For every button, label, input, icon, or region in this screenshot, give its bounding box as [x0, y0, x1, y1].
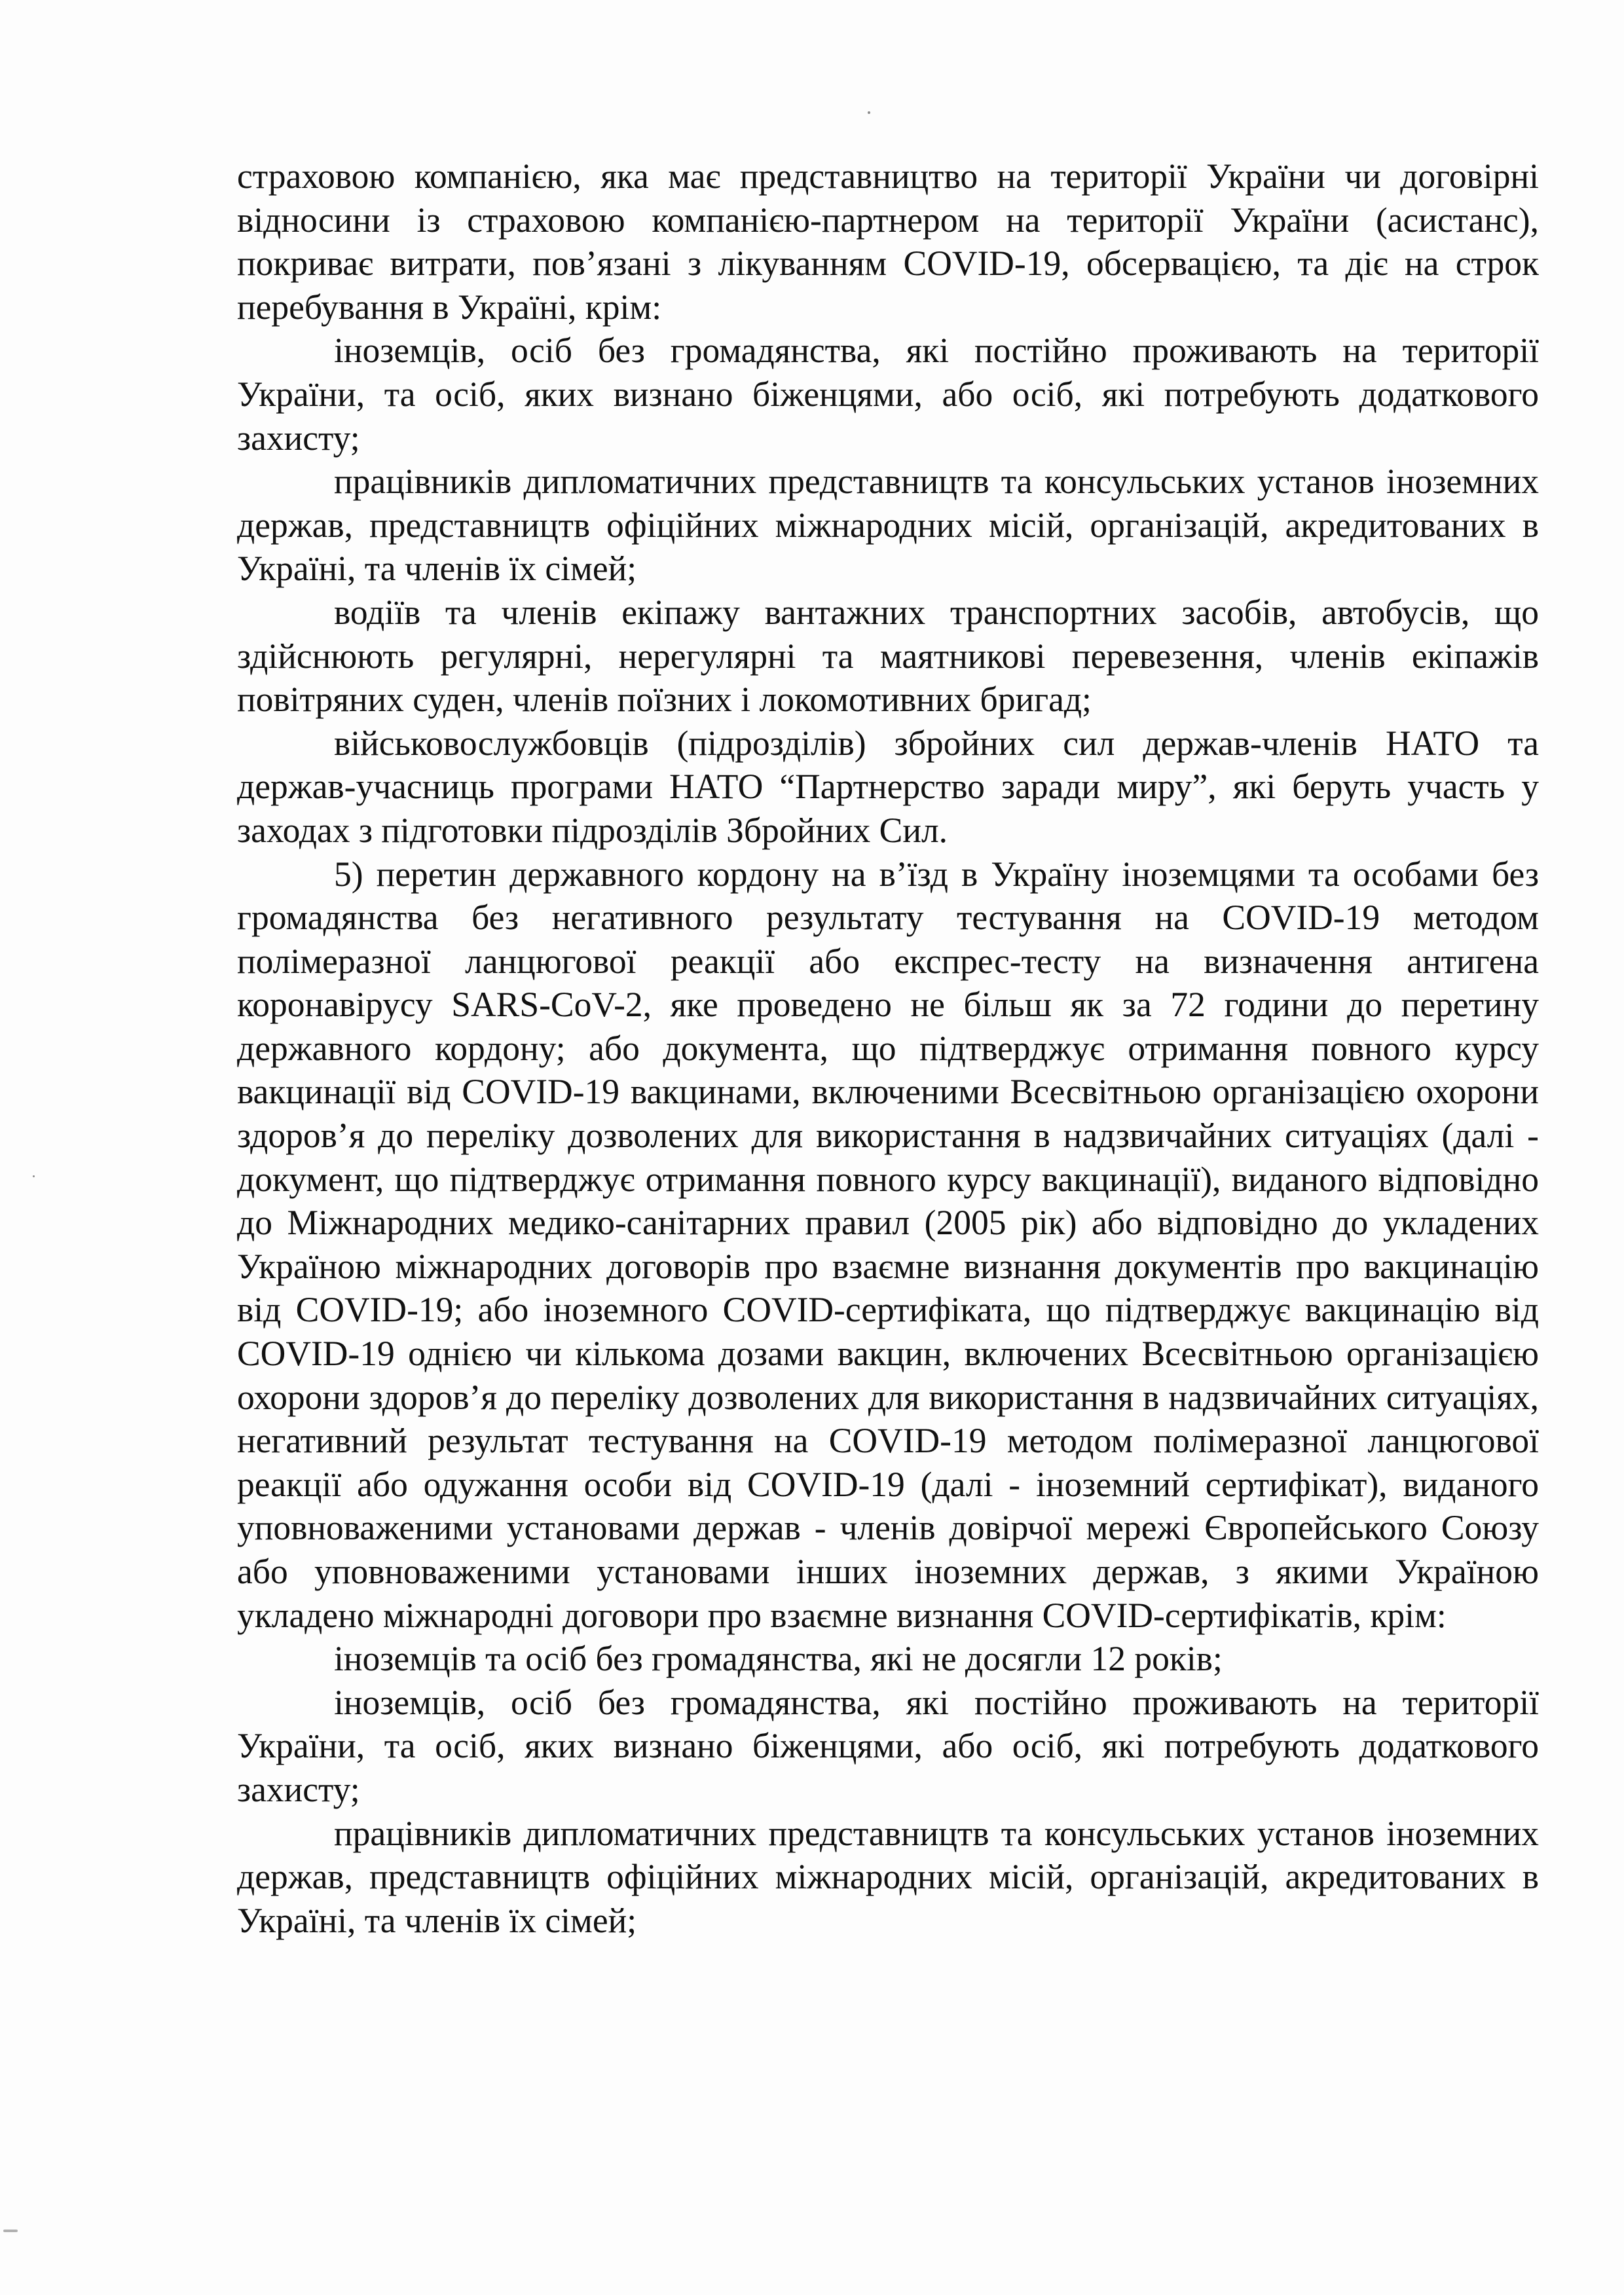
paragraph-exception-children: іноземців та осіб без громадянства, які не досягли 12 років; — [334, 1639, 1223, 1679]
scan-speck — [868, 111, 870, 114]
scan-speck — [33, 1175, 35, 1177]
document-body — [237, 155, 1539, 1942]
paragraph-exception-diplomats-2: працівників дипломатичних представництв та консульських установ іноземних держав, представництв офіційних міжнародних місій, організацій, акредитованих в Україні, та членів їх сімей; — [237, 1813, 1539, 1940]
paragraph-exception-nato: військовослужбовців (підрозділів) збройних сил держав-членів НАТО та держав-учасниць програми НАТО “Партнерство заради миру”, які беруть участь у заходах з підготовки підрозділів Збройних Сил. — [237, 723, 1539, 850]
paragraph-exception-crews: водіїв та членів екіпажу вантажних транспортних засобів, автобусів, що здійснюють регулярні, нерегулярні та маятникові перевезення, членів екіпажів повітряних суден, членів поїзних і локомотивних бригад; — [237, 592, 1539, 720]
paragraph-exception-residents-2: іноземців, осіб без громадянства, які постійно проживають на території України, та осіб, яких визнано біженцями, або осіб, які потребують додаткового захисту; — [237, 1682, 1539, 1809]
paragraph-item-5: 5) перетин державного кордону на в’їзд в Україну іноземцями та особами без громадянства без негативного результату тестування на COVID-19 методом полімеразної ланцюгової реакції або експрес-тесту на визначення антигена коронавірусу SARS-CoV-2, яке проведено не більш як за 72 години до перетину державного кордону; або документа, що підтверджує отримання повного курсу вакцинації від COVID-19 вакцинами, включеними Всесвітньою організацією охорони здоров’я до переліку дозволених для використання в надзвичайних ситуаціях (далі - документ, що підтверджує отримання повного курсу вакцинації), виданого відповідно до Міжнародних медико-санітарних правил (2005 рік) або відповідно до укладених Україною міжнародних договорів про взаємне визнання документів про вакцинацію від COVID-19; або іноземного COVID-сертифіката, що підтверджує вакцинацію від COVID-19 однією чи кількома дозами вакцин, включених Всесвітньою організацією охорони здоров’я до переліку дозволених для використання в надзвичайних ситуаціях, негативний результат тестування на COVID-19 методом полімеразної ланцюгової реакції або одужання особи від COVID-19 (далі - іноземний сертифікат), виданого уповноваженими установами держав - членів довірчої мережі Європейського Союзу або уповноваженими установами інших іноземних держав, з якими Україною укладено міжнародні договори про взаємне визнання COVID-сертифікатів, крім: — [237, 854, 1539, 1635]
paragraph-exception-residents: іноземців, осіб без громадянства, які постійно проживають на території України, та осіб, яких визнано біженцями, або осіб, які потребують додаткового захисту; — [237, 331, 1539, 458]
paragraph-continuation: страховою компанією, яка має представництво на території України чи договірні відносини із страховою компанією-партнером на території України (асистанс), покриває витрати, пов’язані з лікуванням COVID-19, обсервацією, та діє на строк перебування в Україні, крім: — [237, 156, 1539, 327]
paragraph-exception-diplomats: працівників дипломатичних представництв та консульських установ іноземних держав, представництв офіційних міжнародних місій, організацій, акредитованих в Україні, та членів їх сімей; — [237, 462, 1539, 589]
scan-speck — [3, 2230, 18, 2232]
